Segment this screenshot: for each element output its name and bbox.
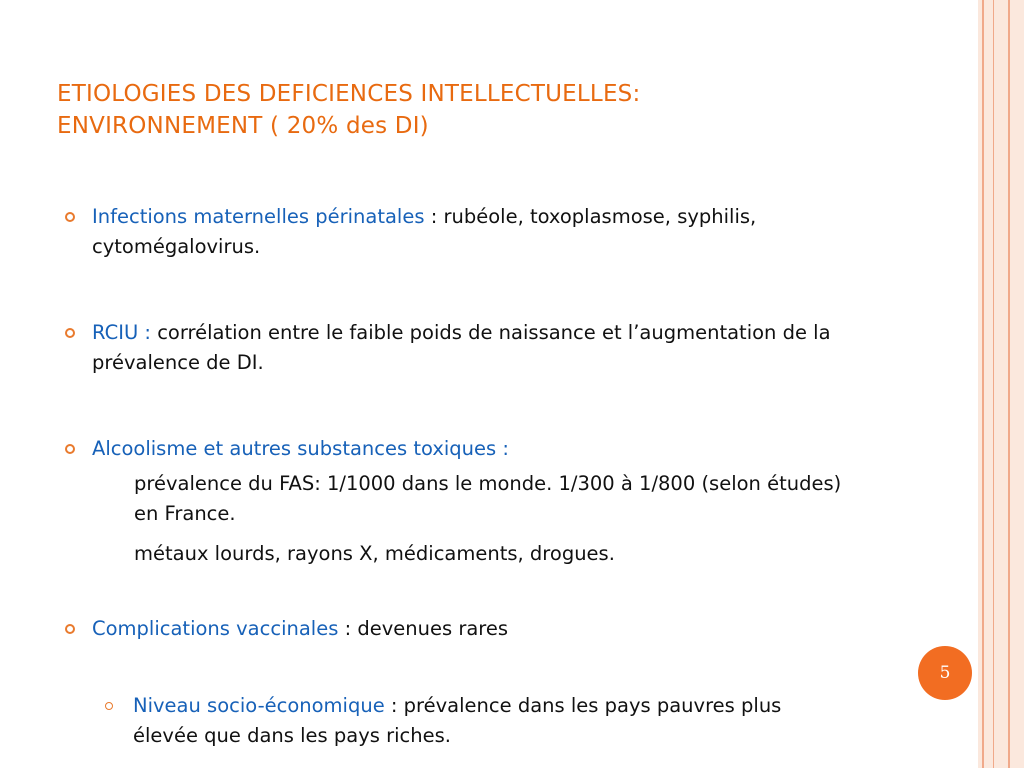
edge-line [982, 0, 984, 768]
bullet-alcoolisme [65, 434, 845, 569]
page-number-badge: 5 [918, 646, 972, 700]
bullet-term: Infections maternelles périnatales [92, 205, 425, 228]
sub-bullet-socio [105, 691, 845, 751]
bullet-infections [65, 202, 845, 262]
bullet-circle-icon [65, 444, 75, 454]
bullet-term: Complications vaccinales [92, 617, 339, 640]
bullet-rciu [65, 318, 845, 378]
bullet-text: : rubéole, toxoplasmose, syphilis, cytomégalovirus. [92, 205, 757, 258]
bullet-list [65, 202, 845, 751]
bullet-subtext: métaux lourds, rayons X, médicaments, drogues. [134, 542, 615, 565]
bullet-term: Alcoolisme et autres substances toxiques : [92, 437, 509, 460]
bullet-circle-icon [65, 328, 75, 338]
right-edge-decoration [978, 0, 1024, 768]
edge-line [993, 0, 994, 768]
bullet-term: RCIU : [92, 321, 151, 344]
bullet-text: corrélation entre le faible poids de naissance et l’augmentation de la prévalence de DI. [92, 321, 831, 374]
bullet-term: Niveau socio-économique [133, 694, 385, 717]
bullet-circle-icon [65, 212, 75, 222]
bullet-text: : devenues rares [338, 617, 509, 640]
bullet-vaccinales [65, 614, 845, 644]
sub-bullet-circle-icon [105, 702, 113, 710]
title-line-1: ETIOLOGIES DES DEFICIENCES INTELLECTUELLES: [57, 81, 641, 107]
title-line-2: ENVIRONNEMENT ( 20% des DI) [57, 113, 429, 139]
bullet-text: : prévalence dans les pays pauvres plus élevée que dans les pays riches. [133, 694, 782, 747]
slide-title [57, 78, 917, 142]
edge-line [1008, 0, 1010, 768]
bullet-circle-icon [65, 624, 75, 634]
bullet-subtext: prévalence du FAS: 1/1000 dans le monde. 1/300 à 1/800 (selon études) en France. [134, 472, 842, 525]
